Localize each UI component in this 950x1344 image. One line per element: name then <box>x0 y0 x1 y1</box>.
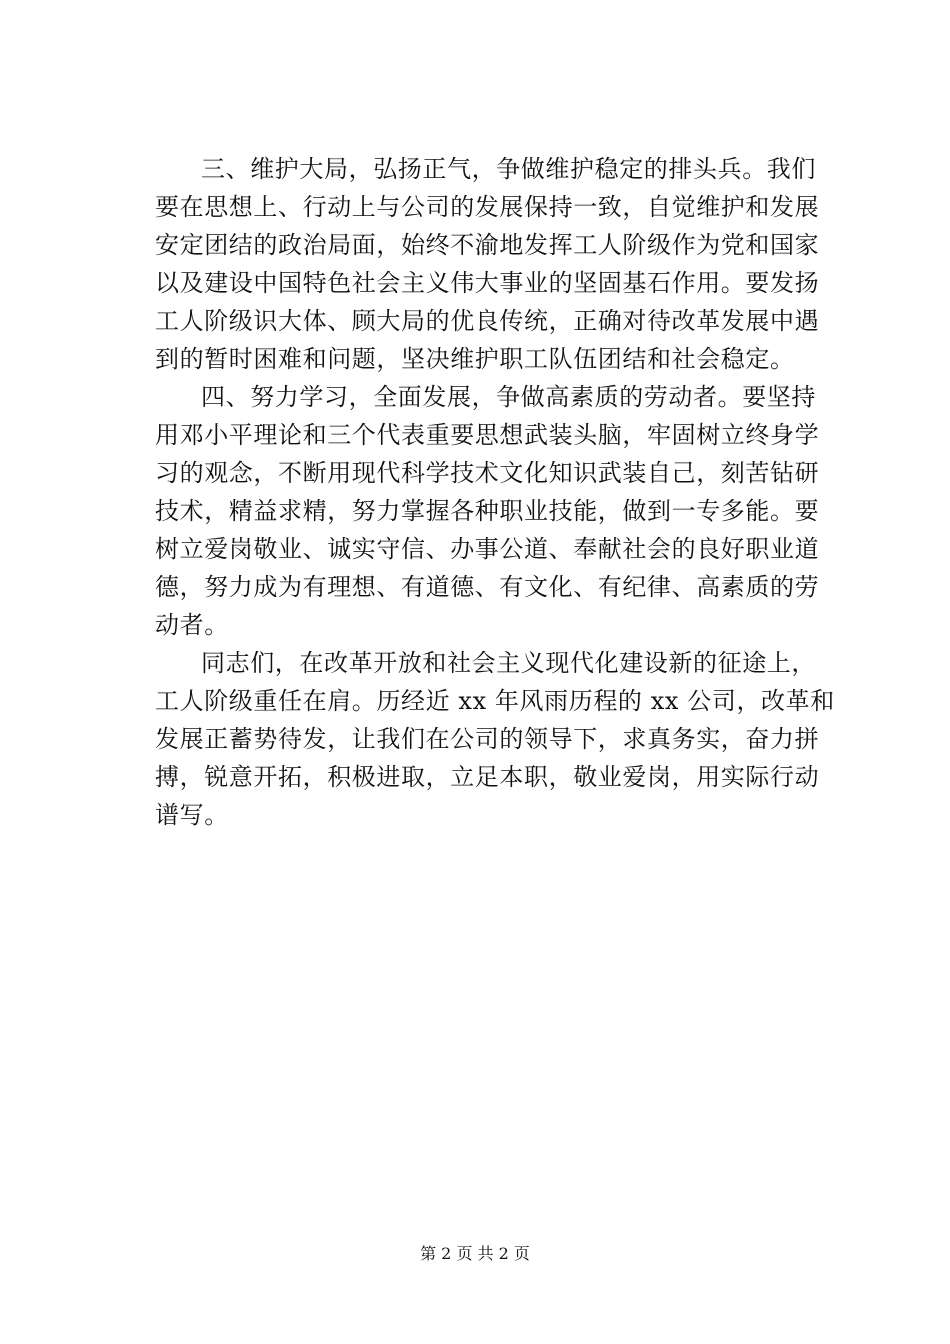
text-line: 三、维护大局，弘扬正气，争做维护稳定的排头兵。我们 <box>201 155 816 183</box>
text-line: 以及建设中国特色社会主义伟大事业的坚固基石作用。要发扬 <box>155 269 820 297</box>
text-line: 习的观念，不断用现代科学技术文化知识武装自己，刻苦钻研 <box>155 459 820 487</box>
text-line: 安定团结的政治局面，始终不渝地发挥工人阶级作为党和国家 <box>155 231 820 259</box>
text-line: 工人阶级识大体、顾大局的优良传统，正确对待改革发展中遇 <box>155 307 820 335</box>
paragraph-4 <box>155 378 820 644</box>
text-line: 谱写。 <box>155 801 229 829</box>
text-line: 发展正蓄势待发，让我们在公司的领导下，求真务实，奋力拼 <box>155 725 820 753</box>
document-body <box>155 150 835 834</box>
text-line: 动者。 <box>155 611 229 639</box>
text-line: 搏，锐意开拓，积极进取，立足本职，敬业爱岗，用实际行动 <box>155 763 820 791</box>
text-line: 要在思想上、行动上与公司的发展保持一致，自觉维护和发展 <box>155 193 820 221</box>
text-line: 用邓小平理论和三个代表重要思想武装头脑，牢固树立终身学 <box>155 421 820 449</box>
text-line: 四、努力学习，全面发展，争做高素质的劳动者。要坚持 <box>201 383 816 411</box>
text-line: 技术，精益求精，努力掌握各种职业技能，做到一专多能。要 <box>155 497 820 525</box>
paragraph-3 <box>155 150 820 378</box>
text-line: 德，努力成为有理想、有道德、有文化、有纪律、高素质的劳 <box>155 573 820 601</box>
text-line: 同志们，在改革开放和社会主义现代化建设新的征途上， <box>201 649 816 677</box>
paragraph-closing <box>155 644 835 834</box>
page-footer: 第 2 页 共 2 页 <box>420 1244 530 1263</box>
text-line: 工人阶级重任在肩。历经近 xx 年风雨历程的 xx 公司，改革和 <box>155 687 835 715</box>
text-line: 树立爱岗敬业、诚实守信、办事公道、奉献社会的良好职业道 <box>155 535 820 563</box>
text-line: 到的暂时困难和问题，坚决维护职工队伍团结和社会稳定。 <box>155 345 795 373</box>
